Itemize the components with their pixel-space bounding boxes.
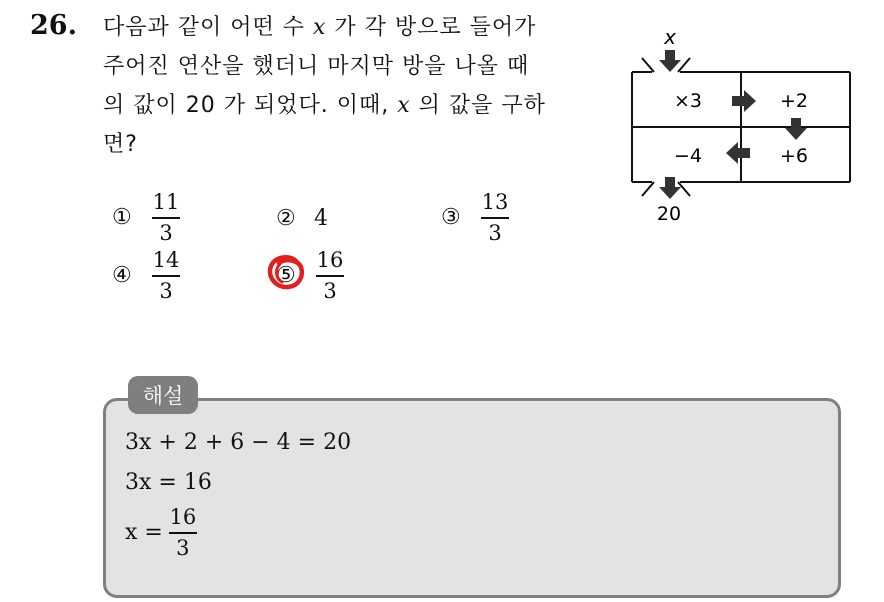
solution-line-3: x = $\frac{16}{3}$ bbox=[125, 505, 197, 560]
choice-2-value: 4 bbox=[314, 206, 328, 231]
choice-2[interactable] bbox=[276, 206, 328, 231]
question-line-3: 의 값이 20 가 되었다. 이때, x 의 값을 구하 bbox=[103, 93, 546, 118]
question-line-4: 면? bbox=[103, 132, 138, 157]
choice-1-symbol: ① bbox=[112, 205, 132, 231]
diagram-output-label: 20 bbox=[656, 203, 682, 225]
room-plus-6: +6 bbox=[779, 145, 809, 167]
choice-1[interactable] bbox=[112, 190, 180, 246]
room-plus-2: +2 bbox=[779, 90, 809, 112]
solution-box bbox=[103, 398, 841, 598]
choice-3-fraction: $\frac{13}{3}$ bbox=[481, 190, 509, 245]
arrow-left-icon bbox=[726, 142, 750, 164]
choice-1-fraction: $\frac{11}{3}$ bbox=[152, 190, 180, 245]
choice-3-symbol: ③ bbox=[441, 205, 461, 231]
choice-5-fraction: $\frac{16}{3}$ bbox=[316, 248, 344, 303]
room-diagram bbox=[620, 22, 860, 232]
choice-3[interactable] bbox=[441, 190, 509, 246]
diagram-input-label: x bbox=[664, 25, 676, 49]
question-line-2: 주어진 연산을 했더니 마지막 방을 나올 때 bbox=[103, 54, 530, 79]
variable-x: x bbox=[397, 93, 411, 118]
arrow-down-icon bbox=[659, 50, 681, 72]
solution-tab: 해설 bbox=[128, 376, 198, 414]
arrow-right-icon bbox=[732, 90, 756, 112]
choice-4-symbol: ④ bbox=[112, 263, 132, 289]
variable-x: x bbox=[313, 15, 327, 40]
solution-fraction: $\frac{16}{3}$ bbox=[169, 505, 197, 560]
question-number: 26. bbox=[30, 10, 77, 41]
answer-circle-mark bbox=[266, 252, 308, 292]
choice-5-symbol: ⑤ bbox=[276, 263, 296, 289]
question-line-1: 다음과 같이 어떤 수 x 가 각 방으로 들어가 bbox=[103, 15, 537, 40]
arrow-down-icon bbox=[785, 118, 807, 140]
choice-2-symbol: ② bbox=[276, 206, 296, 231]
question-text bbox=[103, 8, 608, 164]
choice-4[interactable] bbox=[112, 248, 180, 304]
solution-line-2: 3x = 16 bbox=[125, 470, 212, 495]
arrow-down-icon bbox=[659, 177, 681, 199]
room-minus-4: −4 bbox=[673, 145, 703, 167]
choice-4-fraction: $\frac{14}{3}$ bbox=[152, 248, 180, 303]
room-times-3: ×3 bbox=[673, 90, 703, 112]
solution-line-1: 3x + 2 + 6 − 4 = 20 bbox=[125, 430, 352, 455]
